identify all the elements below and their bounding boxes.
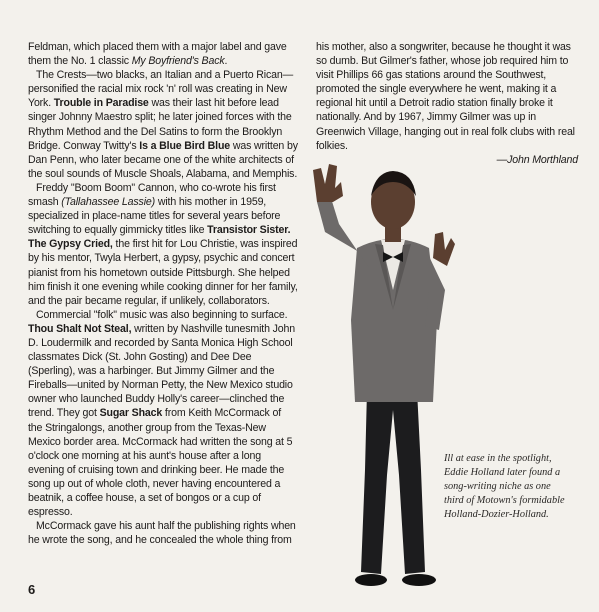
paragraph-1: Feldman, which placed them with a major label and gave them the No. 1 classic My Boyfriend's Back. bbox=[28, 41, 287, 68]
paragraph-2: The Crests—two blacks, an Italian and a Puerto Rican—personified the racial mix rock 'n' roll was creating in New York. Trouble in Paradise was their last hit before lead singer Johnny Maestro split; he later joined forces with the Rhythm Method and the Del Satins to form the Brooklyn Bridge. Conway Twitty's Is a Blue Bird Blue was written by Dan Penn, who later became one of the white architects of the soul sounds of Muscle Shoals, Alabama, and Memphis. bbox=[28, 69, 298, 180]
song-title: Sugar Shack bbox=[99, 407, 163, 420]
song-title: (Tallahassee Lassie) bbox=[61, 196, 156, 209]
paragraph-6: his mother, also a songwriter, because he thought it was so dumb. But Gilmer's father, whose job required him to visit Phillips 66 gas stations around the Southwest, promoted the single everywhere he went, making it a regional hit until a Detroit radio station finally broke it nationally. And by 1967, Jimmy Gilmer was up in Greenwich Village, hanging out in real folk clubs with real folkies. bbox=[316, 41, 575, 152]
page-number: 6 bbox=[28, 582, 36, 597]
song-title: Trouble in Paradise bbox=[53, 97, 149, 110]
song-title: Is a Blue Bird Blue bbox=[139, 139, 231, 152]
paragraph-5: McCormack gave his aunt half the publishing rights when he wrote the song, and he concealed the whole thing from bbox=[28, 520, 296, 547]
song-title: My Boyfriend's Back bbox=[131, 55, 225, 68]
left-column bbox=[28, 40, 298, 547]
song-title: Thou Shalt Not Steal, bbox=[28, 322, 132, 335]
paragraph-4: Commercial "folk" music was also beginning to surface. Thou Shalt Not Steal, written by Nashville tunesmith John D. Loudermilk and recorded by Santa Monica High School classmates Dick (St. John Gosting) and Dee Dee (Sperling), was a harbinger. But Jimmy Gilmer and the Fireballs—united by Norman Petty, the New Mexico studio owner who launched Buddy Holly's career—clinched the trend. They got Sugar Shack from Keith McCormack of the Stringalongs, another group from the Texas-New Mexico border area. McCormack had written the song at 5 o'clock one morning at his aunt's house after a long evening of cruising town and drinking beer. He made the song up out of whole cloth, never having encountered a beatnik, a coffee house, a set of bongos or a cup of espresso. bbox=[28, 308, 295, 519]
paragraph-3: Freddy "Boom Boom" Cannon, who co-wrote his first smash (Tallahassee Lassie) with his mother in 1959, specialized in place-name titles for several years before switching to equally gimmicky titles like Transistor Sister. The Gypsy Cried, the first hit for Lou Christie, was inspired by his mentor, Twyla Herbert, a gypsy, psychic and concert pianist from his hometown outside Pittsburgh. She helped him finish it one evening while cooking dinner for her family, and the pair became regular, if unlikely, collaborators. bbox=[28, 181, 298, 307]
author-byline: —John Morthland bbox=[496, 153, 578, 166]
song-title: Transistor Sister. The Gypsy Cried, bbox=[28, 224, 291, 251]
photo-caption: Ill at ease in the spotlight, Eddie Holland later found a song-writing niche as one third of Motown's formidable Holland-Dozier-Holland. bbox=[444, 453, 565, 520]
singer-photo bbox=[295, 140, 475, 600]
